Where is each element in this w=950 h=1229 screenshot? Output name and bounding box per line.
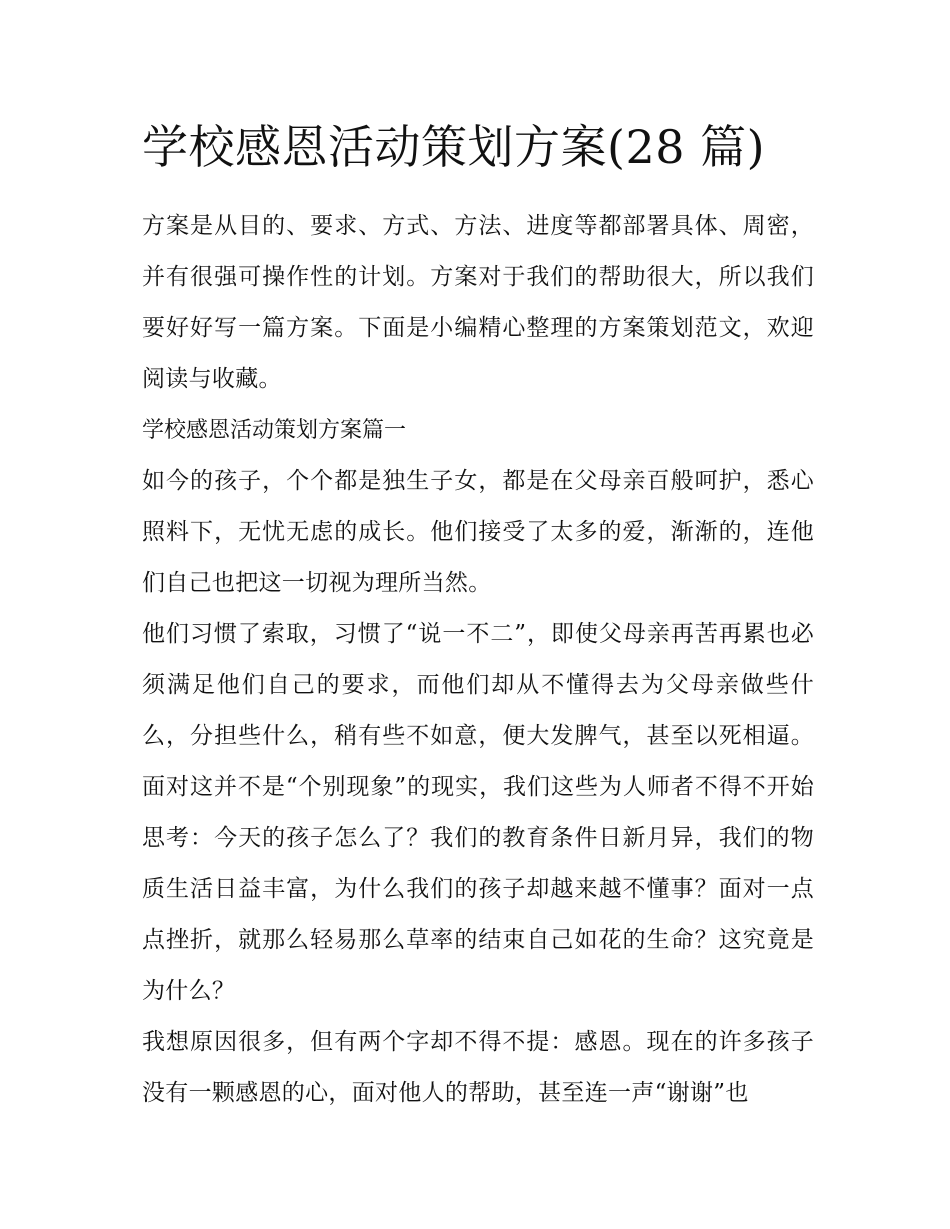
document-title: 学校感恩活动策划方案(28 篇) — [142, 120, 766, 174]
body-paragraph-1: 如今的孩子，个个都是独生子女，都是在父母亲百般呵护，悉心照料下，无忧无虑的成长。他们接受了太多的爱，渐渐的，连他们自己也把这一切视为理所当然。 — [142, 468, 814, 596]
section-heading: 学校感恩活动策划方案篇一 — [142, 418, 407, 443]
intro-paragraph: 方案是从目的、要求、方式、方法、进度等都部署具体、周密，并有很强可操作性的计划。方案对于我们的帮助很大，所以我们要好好写一篇方案。下面是小编精心整理的方案策划范文，欢迎阅读与收藏。 — [142, 213, 814, 392]
body-paragraph-3: 我想原因很多，但有两个字却不得不提：感恩。现在的许多孩子没有一颗感恩的心，面对他人的帮助，甚至连一声“谢谢”也 — [142, 1029, 814, 1106]
body-paragraph-2: 他们习惯了索取，习惯了“说一不二”，即使父母亲再苦再累也必须满足他们自己的要求，而他们却从不懂得去为父母亲做些什么，分担些什么，稍有些不如意，便大发脾气，甚至以死相逼。面对这并不是“个别现象”的现实，我们这些为人师者不得不开始思考：今天的孩子怎么了？我们的教育条件日新月异，我们的物质生活日益丰富，为什么我们的孩子却越来越不懂事？面对一点点挫折，就那么轻易那么草率的结束自己如花的生命？这究竟是为什么？ — [142, 621, 814, 1004]
document-body — [142, 116, 814, 1119]
